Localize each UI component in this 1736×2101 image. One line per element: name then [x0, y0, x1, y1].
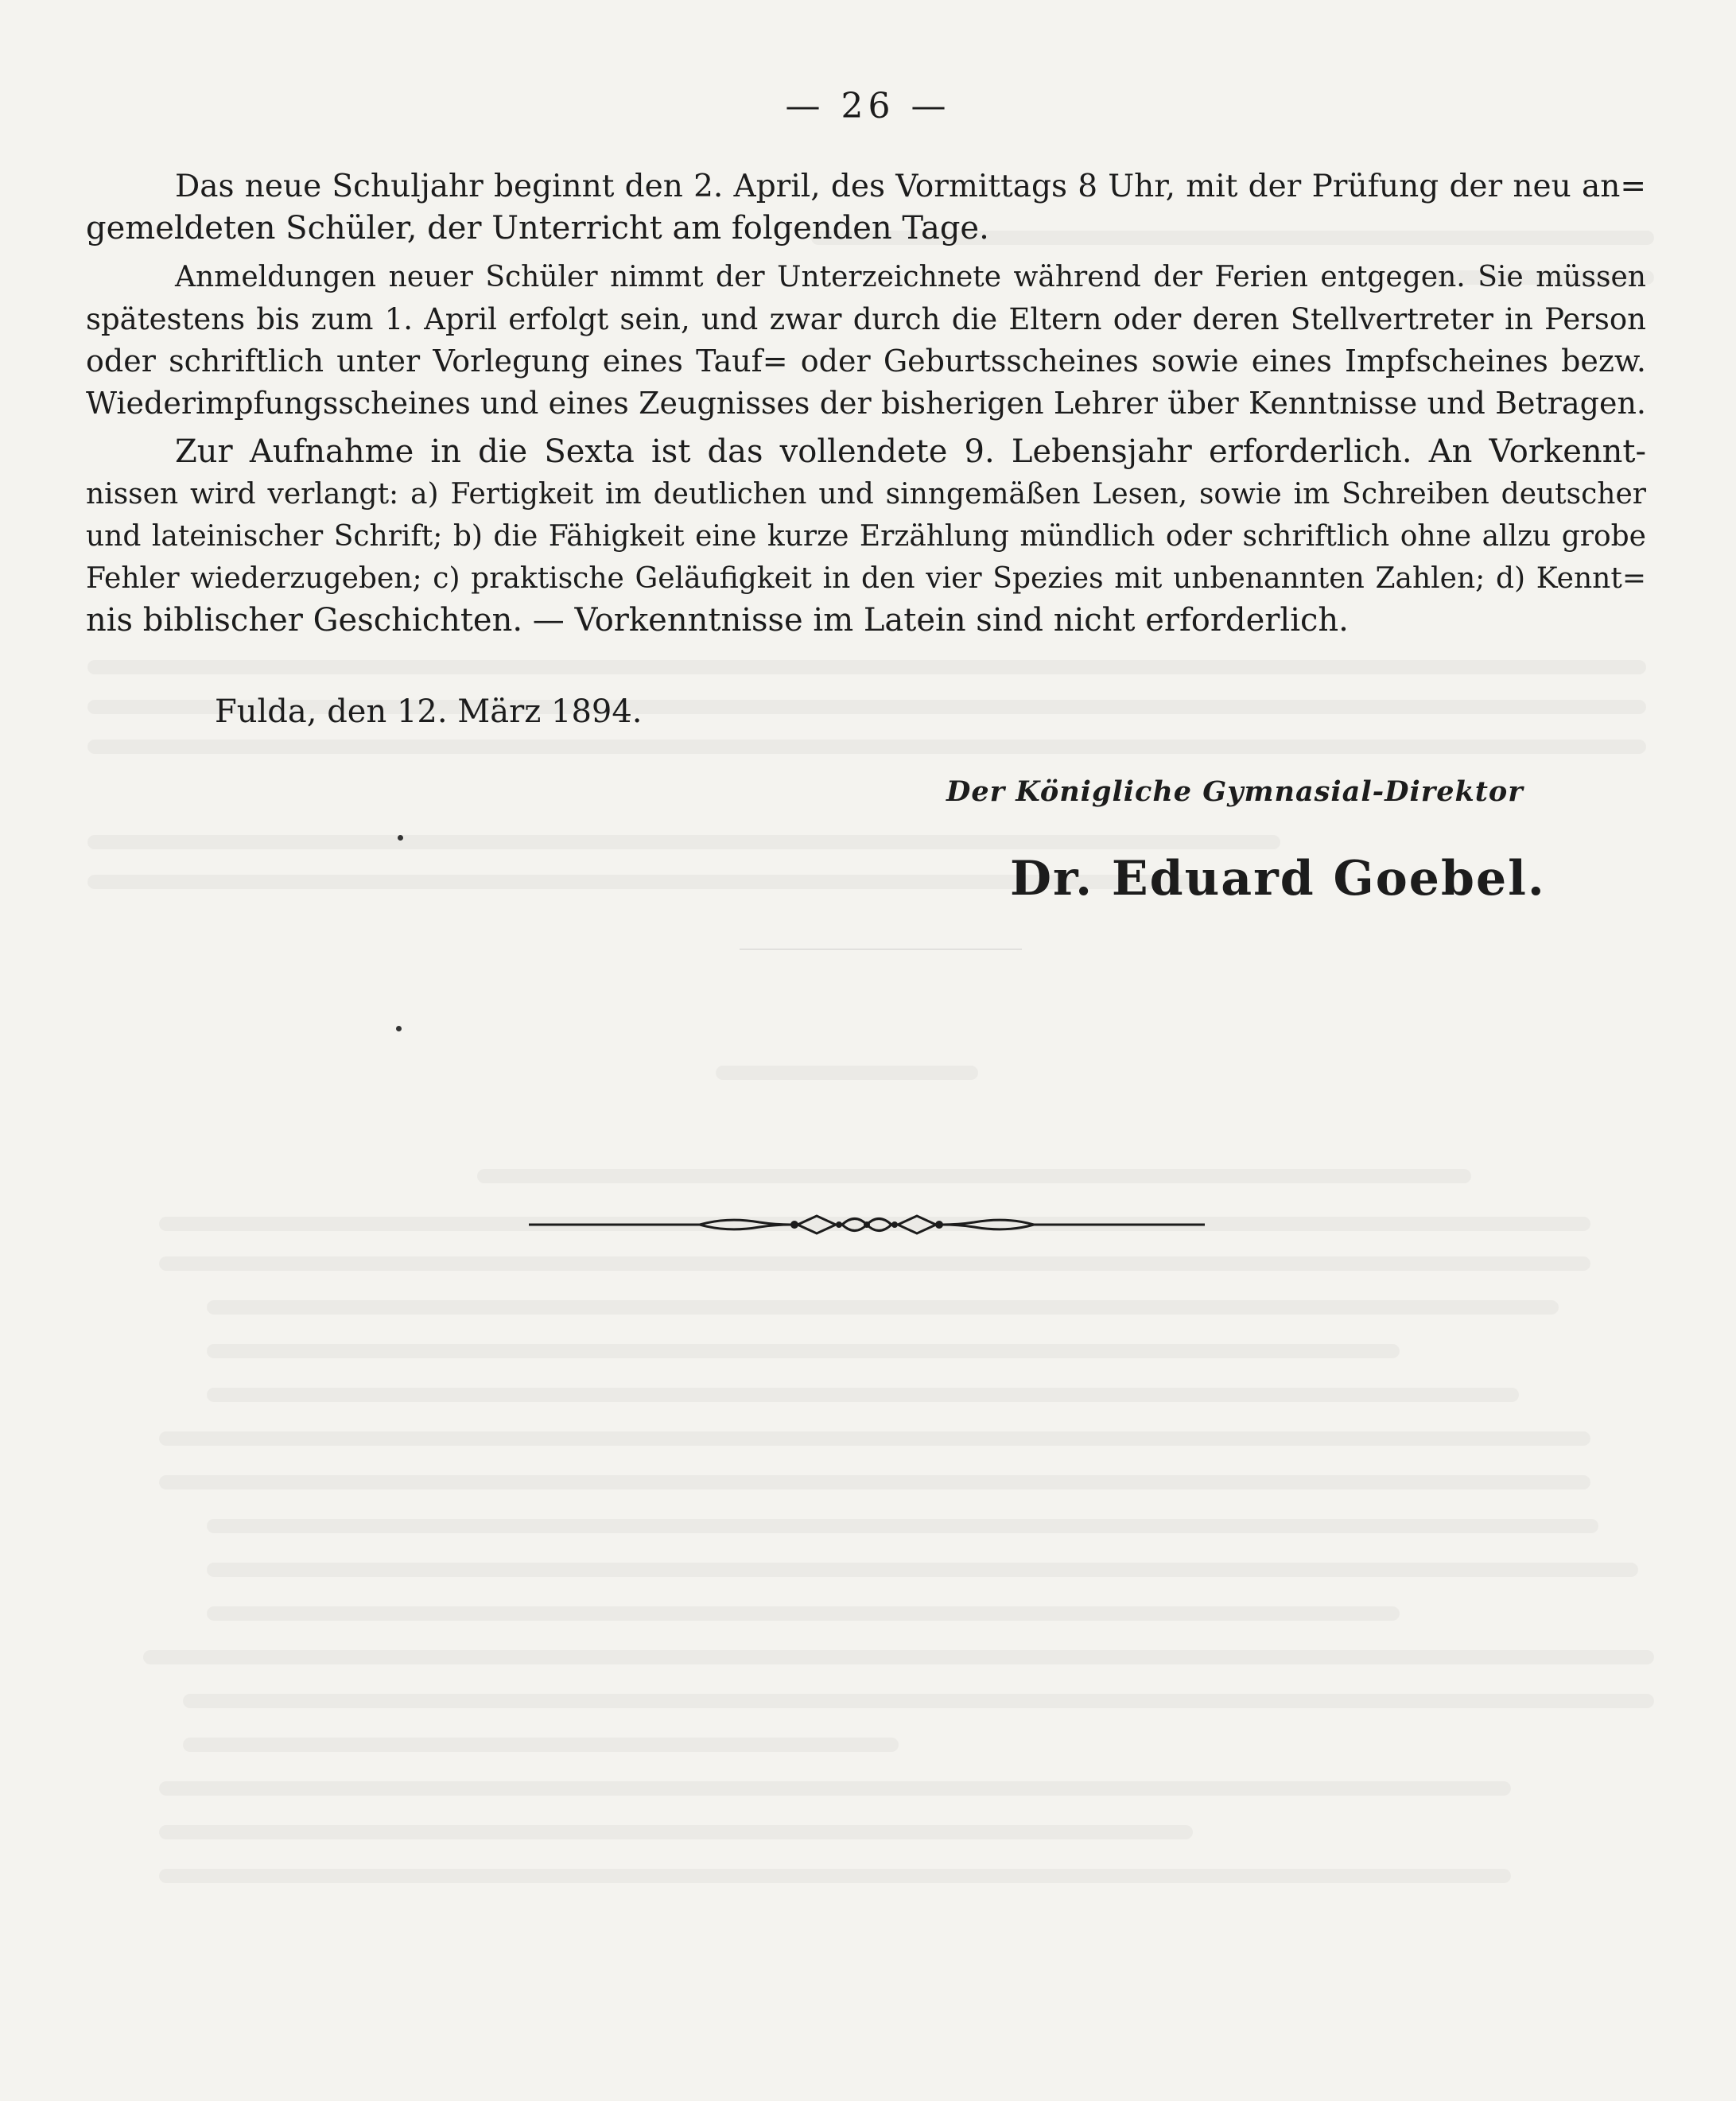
- paragraph-registration: [86, 256, 1646, 425]
- text-line: und lateinischer Schrift; b) die Fähigkeit eine kurze Erzählung mündlich oder schriftlich ohne allzu grobe: [86, 520, 1646, 553]
- page-number: — 26 —: [785, 86, 951, 126]
- ornamental-divider: [529, 1205, 1205, 1245]
- faint-divider: [740, 949, 1022, 950]
- text-line: Das neue Schuljahr beginnt den 2. April, des Vormittags 8 Uhr, mit der Prüfung der neu an=: [175, 169, 1646, 204]
- text-line: oder schriftlich unter Vorlegung eines Tauf= oder Geburtsscheines sowie eines Impfscheines bezw.: [86, 344, 1646, 379]
- body-text: [86, 165, 1646, 642]
- text-line: Fehler wiederzugeben; c) praktische Geläufigkeit in den vier Spezies mit unbenannten Zahlen; d) Kennt=: [86, 562, 1646, 595]
- text-line: Wiederimpfungsscheines und eines Zeugnisses der bisherigen Lehrer über Kenntnisse und Betragen.: [86, 386, 1646, 421]
- date-line: Fulda, den 12. März 1894.: [215, 693, 643, 730]
- paragraph-school-year-start: [86, 165, 1646, 250]
- text-line: Zur Aufnahme in die Sexta ist das vollendete 9. Lebensjahr erforderlich. An Vorkennt-: [175, 433, 1646, 470]
- signature-name: Dr. Eduard Goebel.: [1010, 851, 1546, 907]
- text-line: gemeldeten Schüler, der Unterricht am folgenden Tage.: [86, 210, 989, 247]
- ink-speck: [396, 1026, 402, 1031]
- text-line: spätestens bis zum 1. April erfolgt sein, und zwar durch die Eltern oder deren Stellvertreter in Person: [86, 302, 1646, 336]
- text-line: nissen wird verlangt: a) Fertigkeit im deutlichen und sinngemäßen Lesen, sowie im Schreiben deutscher: [86, 478, 1646, 511]
- text-line: nis biblischer Geschichten. — Vorkenntnisse im Latein sind nicht erforderlich.: [86, 602, 1349, 639]
- ink-speck: [398, 835, 403, 841]
- paragraph-admission-requirements: [86, 431, 1646, 642]
- text-line: Anmeldungen neuer Schüler nimmt der Unterzeichnete während der Ferien entgegen. Sie müssen: [175, 261, 1646, 293]
- signature-title: Der Königliche Gymnasial-Direktor: [946, 775, 1524, 808]
